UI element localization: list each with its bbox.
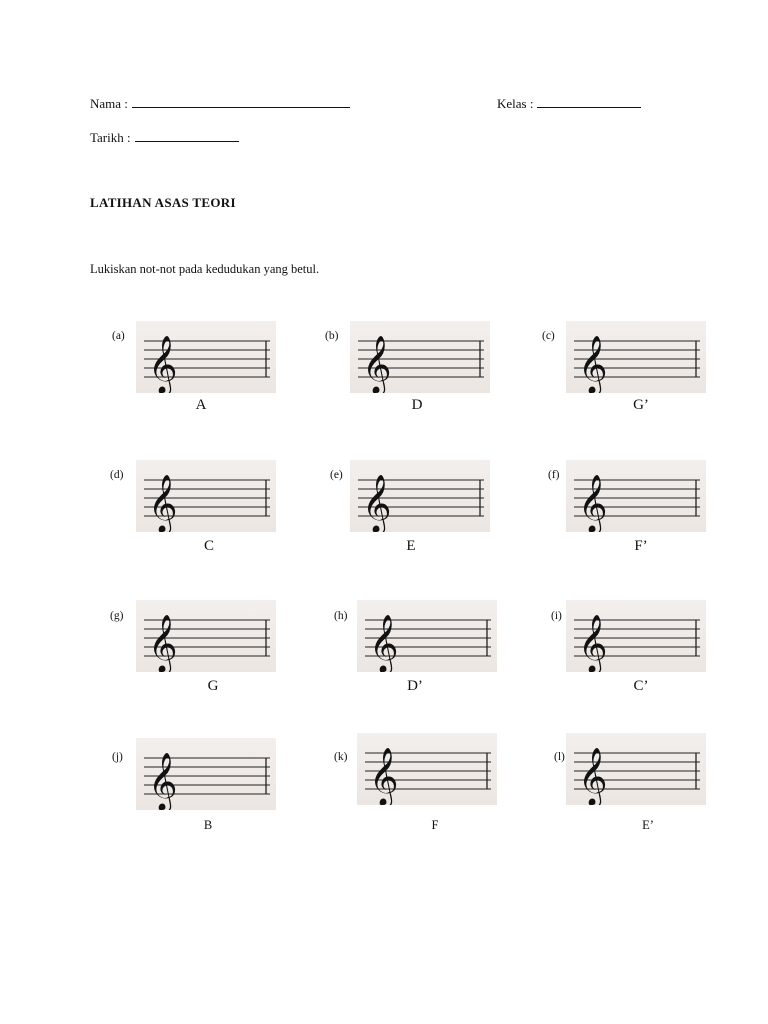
- note-name: G’: [633, 397, 649, 413]
- note-name: D’: [407, 678, 423, 694]
- note-name: D: [411, 397, 423, 413]
- treble-clef-icon: 𝄞: [369, 747, 399, 805]
- treble-staff[interactable]: [136, 738, 276, 810]
- exercise-label: (d): [110, 469, 124, 481]
- treble-staff[interactable]: [566, 321, 706, 393]
- note-name: B: [203, 818, 213, 832]
- exercise-label: (l): [554, 751, 565, 763]
- exercise-label: (j): [112, 751, 123, 763]
- date-label: Tarikh :: [90, 130, 131, 145]
- class-field[interactable]: [497, 96, 641, 112]
- note-name: E’: [642, 818, 654, 832]
- treble-staff[interactable]: [357, 733, 497, 805]
- date-blank[interactable]: [135, 131, 239, 142]
- date-field[interactable]: [90, 130, 239, 146]
- treble-clef-icon: 𝄞: [148, 335, 178, 393]
- exercise-label: (g): [110, 610, 124, 622]
- treble-clef-icon: 𝄞: [578, 335, 608, 393]
- note-name: A: [195, 397, 207, 413]
- class-label: Kelas :: [497, 96, 534, 111]
- exercise-label: (h): [334, 610, 348, 622]
- worksheet-title: LATIHAN ASAS TEORI: [90, 195, 236, 210]
- treble-clef-icon: 𝄞: [148, 752, 178, 810]
- exercise-label: (e): [330, 469, 343, 481]
- exercise-label: (a): [112, 330, 125, 342]
- note-name: E: [406, 538, 416, 554]
- treble-staff[interactable]: [350, 321, 490, 393]
- exercise-label: (c): [542, 330, 555, 342]
- treble-staff[interactable]: [350, 460, 490, 532]
- name-blank[interactable]: [132, 97, 350, 108]
- treble-staff[interactable]: [357, 600, 497, 672]
- treble-staff[interactable]: [566, 600, 706, 672]
- treble-clef-icon: 𝄞: [362, 474, 392, 532]
- treble-clef-icon: 𝄞: [148, 614, 178, 672]
- treble-staff[interactable]: [566, 460, 706, 532]
- treble-staff[interactable]: [136, 600, 276, 672]
- exercise-label: (k): [334, 751, 348, 763]
- note-name: G: [207, 678, 219, 694]
- treble-clef-icon: 𝄞: [148, 474, 178, 532]
- treble-staff[interactable]: [136, 460, 276, 532]
- treble-clef-icon: 𝄞: [362, 335, 392, 393]
- treble-staff[interactable]: [136, 321, 276, 393]
- note-name: F: [431, 818, 439, 832]
- treble-clef-icon: 𝄞: [369, 614, 399, 672]
- name-label: Nama :: [90, 96, 128, 111]
- note-name: F’: [634, 538, 648, 554]
- treble-clef-icon: 𝄞: [578, 474, 608, 532]
- exercise-label: (b): [325, 330, 339, 342]
- class-blank[interactable]: [537, 97, 641, 108]
- treble-clef-icon: 𝄞: [578, 614, 608, 672]
- treble-staff[interactable]: [566, 733, 706, 805]
- exercise-label: (i): [551, 610, 562, 622]
- note-name: C’: [633, 678, 649, 694]
- name-field[interactable]: [90, 96, 350, 112]
- note-name: C: [203, 538, 214, 554]
- treble-clef-icon: 𝄞: [578, 747, 608, 805]
- exercise-label: (f): [548, 469, 560, 481]
- instruction-text: Lukiskan not-not pada kedudukan yang betul.: [90, 262, 320, 276]
